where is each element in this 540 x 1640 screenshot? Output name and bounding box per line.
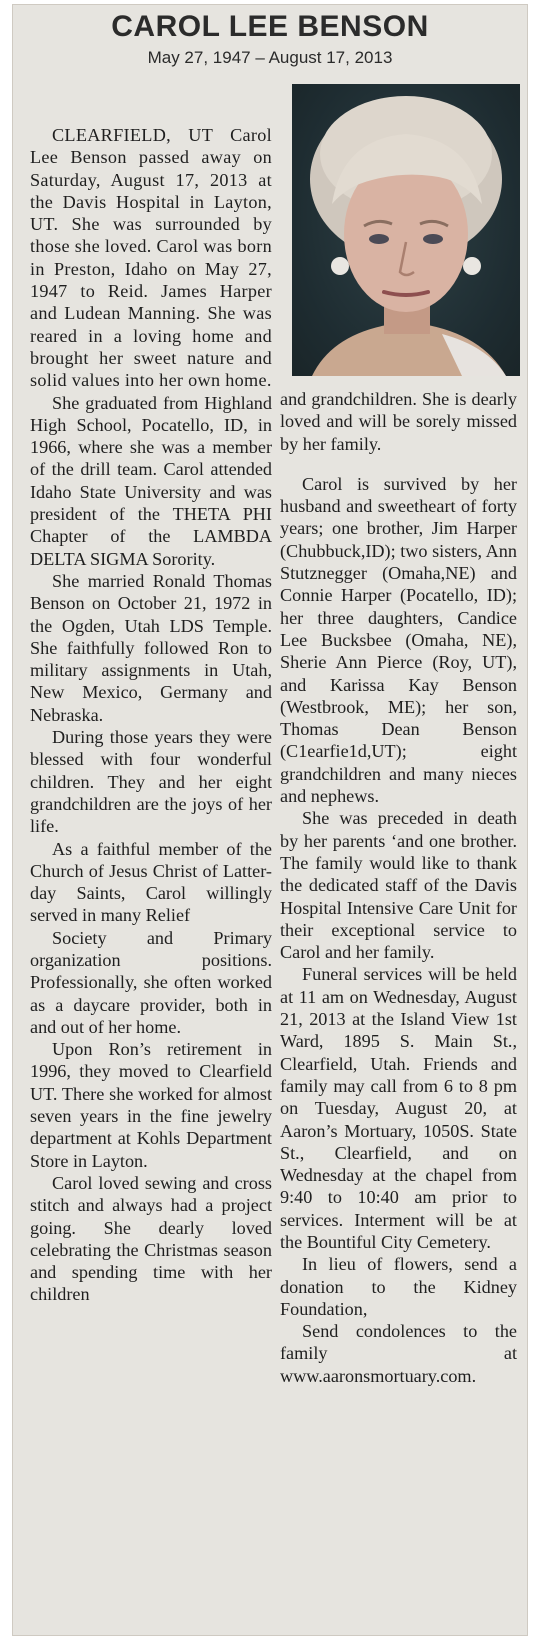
obituary-clipping xyxy=(12,4,528,1636)
paragraph-funeral: Funeral services will be held at 11 am on Wednesday, August 21, 2013 at the Island View 1st Ward, 1895 S. Main St., Clearfield, Utah. Friends and family may call from 6 to 8 pm on Tuesday, August 20, at Aaron’s Mortuary, 1050S. State St., Clearfield, and on Wednesday at the chapel from 9:40 to 10:40 am prior to services. Interment will be at the Bountiful City Cemetery. xyxy=(280,964,517,1252)
paragraph-church: As a faithful member of the Church of Jesus Christ of Latter-day Saints, Carol willingly served in many Relief xyxy=(30,838,272,926)
right-text-column xyxy=(280,388,517,1387)
paragraph-preceded: She was preceded in death by her parents ‘and one brother. The family would like to thank the dedicated staff of the Davis Hospital Intensive Care Unit for their exceptional service to Carol and her family. xyxy=(280,808,517,963)
paragraph-survived-by: Carol is survived by her husband and sweetheart of forty years; one brother, Jim Harper (Chubbuck,ID); two sisters, Ann Stutznegger (Omaha,NE) and Connie Harper (Pocatello, ID); her three daughters, Candice Lee Bucksbee (Omaha, NE), Sherie Ann Pierce (Roy, UT), and Karissa Kay Benson (Westbrook, ME); her son, Thomas Dean Benson (C1earfie1d,UT); eight grandchildren and many nieces and nephews. xyxy=(280,473,517,807)
paragraph-intro: CLEARFIELD, UT Carol Lee Benson passed away on Saturday, August 17, 2013 at the Davis Hospital in Layton, UT. She was surrounded by those she loved. Carol was born in Preston, Idaho on May 27, 1947 to Reid. James Harper and Ludean Manning. She was reared in a loving home and brought her sweet nature and solid values into her own home. xyxy=(30,125,272,391)
paragraph-continuation: and grandchildren. She is dearly loved and will be sorely missed by her family. xyxy=(280,389,517,454)
paragraph-service: Society and Primary organization positions. Professionally, she often worked as a daycare provider, both in and out of her home. xyxy=(30,927,272,1037)
paragraph-marriage: She married Ronald Thomas Benson on October 21, 1972 in the Ogden, Utah LDS Temple. She faithfully followed Ron to military assignments in Utah, New Mexico, Germany and Nebraska. xyxy=(30,570,272,725)
paragraph-hobbies: Carol loved sewing and cross stitch and always had a project going. She dearly loved celebrating the Christmas season and spending time with her children xyxy=(30,1172,272,1305)
portrait-photo xyxy=(292,84,520,376)
paragraph-retirement: Upon Ron’s retirement in 1996, they moved to Clearfield UT. There she worked for almost seven years in the fine jewelry department at Kohls Department Store in Layton. xyxy=(30,1039,272,1171)
obituary-dates: May 27, 1947 – August 17, 2013 xyxy=(147,48,393,67)
paragraph-gap xyxy=(280,455,517,473)
left-text-column xyxy=(30,124,272,1306)
paragraph-children: During those years they were blessed with four wonderful children. They and her eight grandchildren are the joys of her life. xyxy=(30,727,272,837)
paragraph-donation: In lieu of flowers, send a donation to the Kidney Foundation, xyxy=(280,1254,517,1319)
paragraph-condolences: Send condolences to the family at www.aaronsmortuary.com. xyxy=(280,1321,517,1386)
portrait-illustration xyxy=(292,84,520,376)
obituary-name-heading: CAROL LEE BENSON xyxy=(111,10,429,43)
paragraph-education: She graduated from Highland High School, Pocatello, ID, in 1966, where she was a member of the drill team. Carol attended Idaho State University and was president of the THETA PHI Chapter of the LAMBDA DELTA SIGMA Sorority. xyxy=(30,392,272,569)
